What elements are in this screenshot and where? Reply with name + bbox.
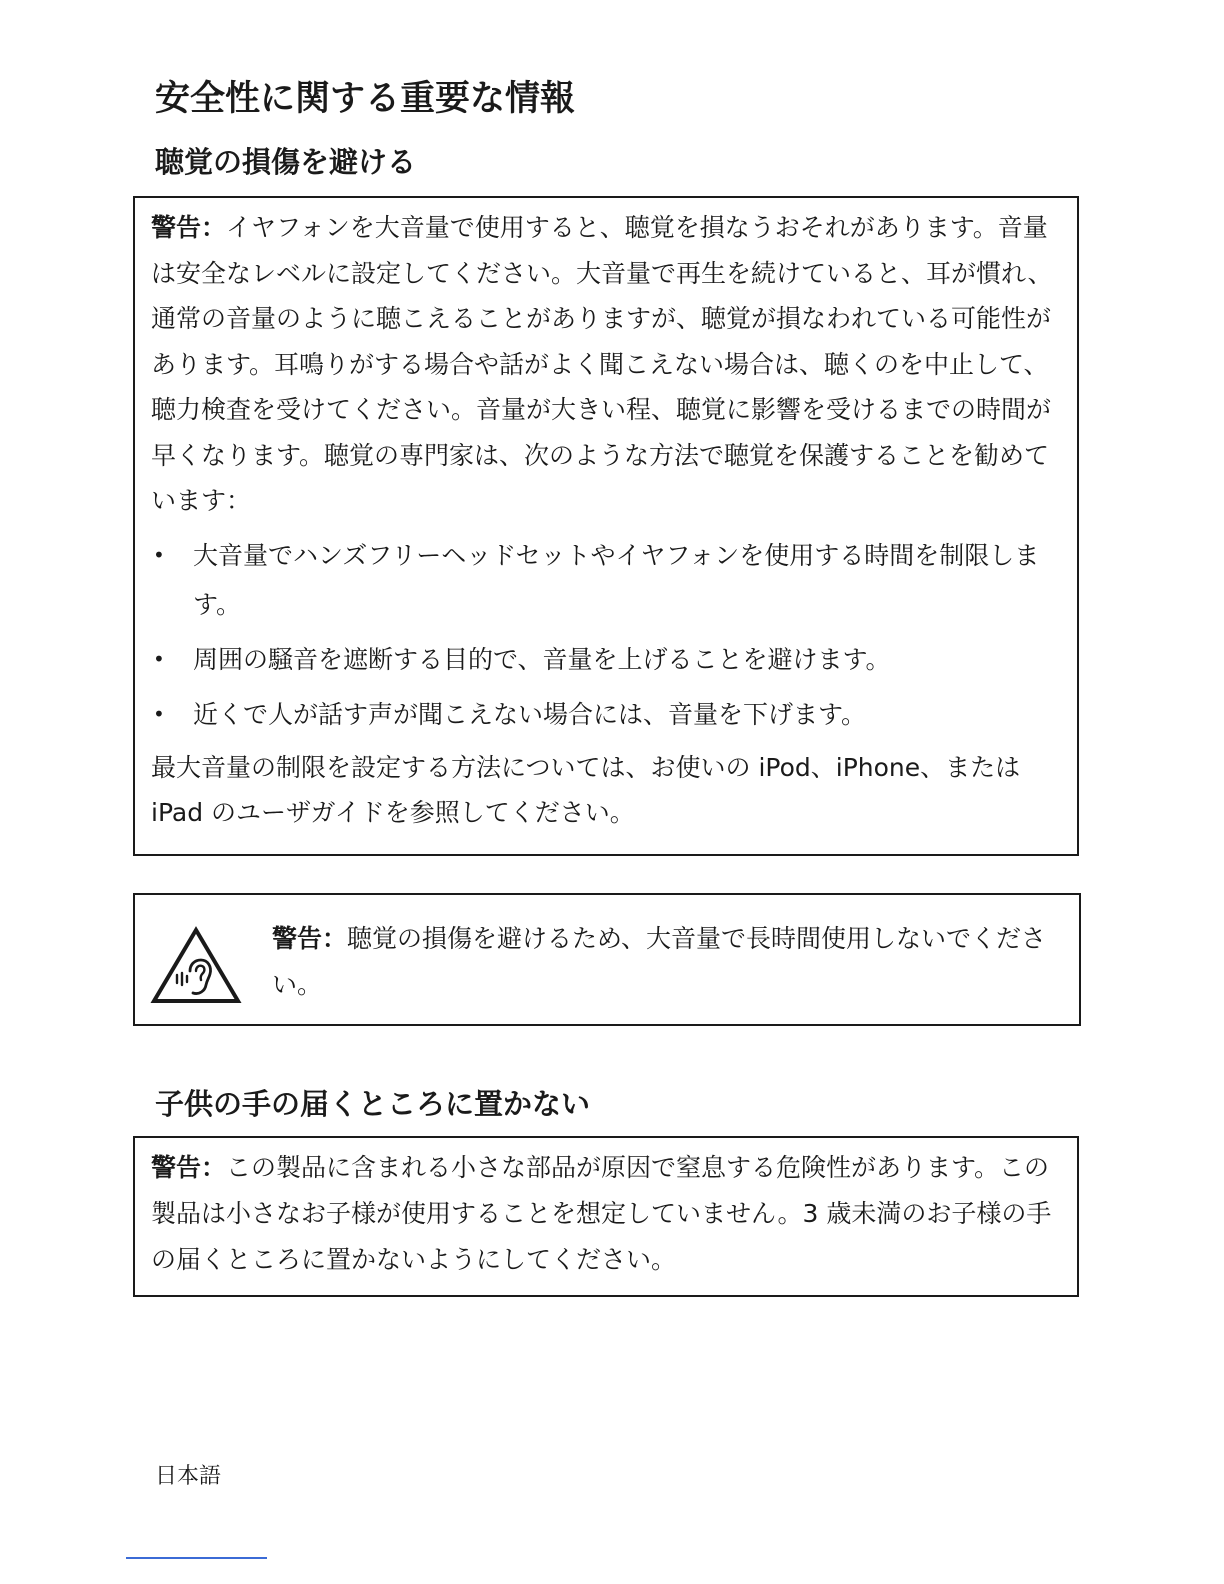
page-title: 安全性に関する重要な情報: [155, 79, 576, 119]
hearing-warning-box: [133, 196, 1079, 856]
hearing-section-heading: 聴覚の損傷を避ける: [155, 145, 417, 179]
volume-limit-note: 最大音量の制限を設定する方法については、お使いの iPod、iPhone、または iPad のユーザガイドを参照してください。: [151, 752, 1021, 827]
child-warning-box: [133, 1136, 1079, 1297]
bullet-icon: •: [153, 542, 165, 567]
list-item-text: 大音量でハンズフリーヘッドセットやイヤフォンを使用する時間を制限します。: [193, 540, 1040, 619]
warning-label: 警告：: [151, 213, 227, 242]
hearing-icon-warning-body: 聴覚の損傷を避けるため、大音量で長時間使用しないでください。: [272, 924, 1047, 999]
warning-label: 警告：: [272, 924, 348, 953]
child-section-heading: 子供の手の届くところに置かない: [155, 1087, 591, 1121]
child-warning-text: [151, 1145, 1065, 1283]
hearing-protection-list: [151, 531, 1065, 739]
hearing-warning-intro-text: イヤフォンを大音量で使用すると、聴覚を損なうおそれがあります。音量は安全なレベルに設定してください。大音量で再生を続けていると、耳が慣れ、通常の音量のように聴こえることがありますが、聴覚が損なわれている可能性があります。耳鳴りがする場合や話がよく聞こえない場合は、聴くのを中止して、聴力検査を受けてください。音量が大きい程、聴覚に影響を受けるまでの時間が早くなります。聴覚の専門家は、次のような方法で聴覚を保護することを勧めています：: [151, 213, 1053, 515]
footer-language: 日本語: [155, 1464, 222, 1489]
list-item: [151, 690, 1065, 739]
warning-label: 警告：: [151, 1153, 227, 1182]
hearing-icon-warning-text: [272, 916, 1062, 1008]
list-item-text: 近くで人が話す声が聞こえない場合には、音量を下げます。: [193, 699, 867, 729]
list-item: [151, 531, 1065, 629]
hearing-warning-triangle-icon: [150, 925, 242, 1005]
bullet-icon: •: [153, 646, 165, 671]
footer-divider: [126, 1557, 267, 1559]
list-item-text: 周囲の騒音を遮断する目的で、音量を上げることを避けます。: [193, 644, 891, 674]
child-warning-body: この製品に含まれる小さな部品が原因で窒息する危険性があります。この製品は小さなお子様が使用することを想定していません。3 歳未満のお子様の手の届くところに置かないようにしてください。: [151, 1153, 1052, 1274]
bullet-icon: •: [153, 701, 165, 726]
list-item: [151, 635, 1065, 684]
hearing-warning-intro: [151, 205, 1065, 524]
hearing-icon-warning-box: [133, 893, 1081, 1026]
